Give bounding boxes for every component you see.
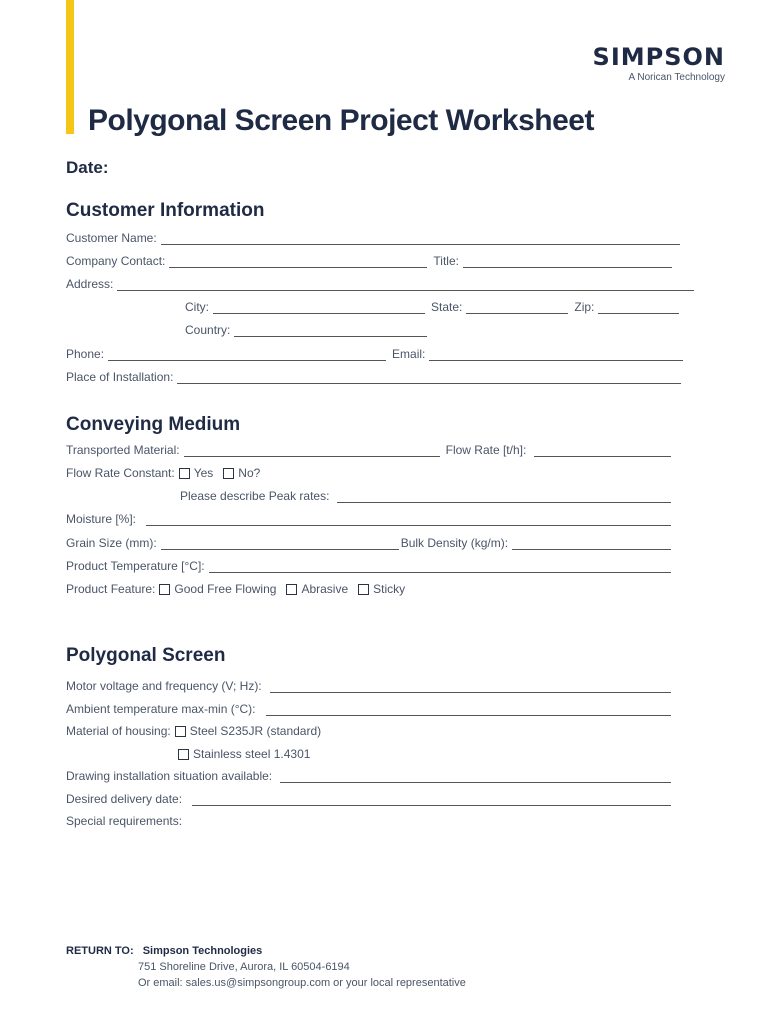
motor-row [66, 677, 671, 693]
delivery-label: Desired delivery date: [66, 792, 183, 806]
email-field[interactable] [429, 348, 683, 361]
bulk-density-label: Bulk Density (kg/m): [400, 536, 509, 550]
yes-checkbox[interactable] [179, 468, 190, 479]
page-title: Polygonal Screen Project Worksheet [88, 104, 594, 137]
product-temp-field[interactable] [209, 560, 671, 573]
city-state-zip-row [185, 298, 679, 314]
abrasive-checkbox[interactable] [286, 584, 297, 595]
customer-name-row [66, 229, 680, 245]
abrasive-label: Abrasive [301, 582, 349, 596]
transported-material-label: Transported Material: [66, 443, 180, 457]
zip-label: Zip: [574, 300, 595, 314]
moisture-row [66, 510, 671, 526]
city-field[interactable] [213, 301, 425, 314]
peak-rates-field[interactable] [337, 490, 671, 503]
drawing-field[interactable] [280, 770, 671, 783]
address-label: Address: [66, 277, 114, 291]
stainless-checkbox[interactable] [178, 749, 189, 760]
company-contact-row [66, 252, 672, 268]
material-flow-row [66, 441, 671, 457]
good-free-flowing-label: Good Free Flowing [174, 582, 277, 596]
company-contact-field[interactable] [169, 255, 427, 268]
logo-wordmark: SIMPSON [592, 43, 725, 71]
customer-name-label: Customer Name: [66, 231, 157, 245]
flow-constant-row [66, 464, 266, 480]
ambient-temp-label: Ambient temperature max-min (°C): [66, 702, 256, 716]
sticky-label: Sticky [373, 582, 406, 596]
phone-field[interactable] [108, 348, 386, 361]
place-installation-label: Place of Installation: [66, 370, 174, 384]
return-address: 751 Shoreline Drive, Aurora, IL 60504-6194 [138, 961, 350, 973]
grain-density-row [66, 534, 671, 550]
grain-size-label: Grain Size (mm): [66, 536, 157, 550]
product-feature-row [66, 580, 411, 596]
delivery-field[interactable] [192, 793, 671, 806]
moisture-field[interactable] [146, 513, 671, 526]
customer-name-field[interactable] [161, 232, 680, 245]
housing-row [66, 722, 327, 738]
motor-field[interactable] [270, 680, 671, 693]
sticky-checkbox[interactable] [358, 584, 369, 595]
no-label: No? [238, 466, 261, 480]
transported-material-field[interactable] [184, 444, 440, 457]
polygonal-screen-heading: Polygonal Screen [66, 645, 226, 666]
peak-rates-row [180, 487, 671, 503]
date-label: Date: [66, 158, 109, 177]
country-label: Country: [185, 323, 231, 337]
address-field[interactable] [117, 278, 694, 291]
ambient-temp-field[interactable] [266, 703, 671, 716]
drawing-label: Drawing installation situation available: [66, 769, 273, 783]
stainless-label: Stainless steel 1.4301 [193, 747, 311, 761]
grain-size-field[interactable] [161, 537, 399, 550]
conveying-medium-heading: Conveying Medium [66, 414, 241, 435]
email-label: Email: [392, 347, 426, 361]
housing-label: Material of housing: [66, 724, 171, 738]
flow-constant-label: Flow Rate Constant: [66, 466, 175, 480]
address-row [66, 275, 694, 291]
ambient-temp-row [66, 700, 671, 716]
special-req-label: Special requirements: [66, 814, 183, 828]
steel-checkbox[interactable] [175, 726, 186, 737]
special-req-row [66, 812, 182, 828]
yes-label: Yes [193, 466, 214, 480]
logo-tagline: A Norican Technology [628, 72, 725, 83]
company-contact-label: Company Contact: [66, 254, 166, 268]
flow-rate-label: Flow Rate [t/h]: [445, 443, 527, 457]
product-temp-label: Product Temperature [°C]: [66, 559, 205, 573]
no-checkbox[interactable] [223, 468, 234, 479]
peak-rates-label: Please describe Peak rates: [180, 489, 330, 503]
place-installation-field[interactable] [177, 371, 681, 384]
accent-bar [66, 0, 74, 134]
place-installation-row [66, 368, 681, 384]
return-company: Simpson Technologies [142, 945, 263, 957]
return-label: RETURN TO: [66, 945, 134, 957]
bulk-density-field[interactable] [512, 537, 671, 550]
flow-rate-field[interactable] [534, 444, 671, 457]
city-label: City: [185, 300, 209, 314]
customer-info-heading: Customer Information [66, 200, 265, 221]
good-free-flowing-checkbox[interactable] [159, 584, 170, 595]
simpson-logo [593, 44, 725, 83]
drawing-row [66, 767, 671, 783]
state-field[interactable] [466, 301, 568, 314]
moisture-label: Moisture [%]: [66, 512, 137, 526]
return-footer [66, 945, 466, 989]
phone-label: Phone: [66, 347, 105, 361]
country-row [185, 321, 427, 337]
steel-label: Steel S235JR (standard) [189, 724, 322, 738]
motor-label: Motor voltage and frequency (V; Hz): [66, 679, 262, 693]
stainless-row [174, 745, 316, 761]
delivery-row [66, 790, 671, 806]
title-label: Title: [433, 254, 459, 268]
title-field[interactable] [463, 255, 672, 268]
zip-field[interactable] [598, 301, 679, 314]
state-label: State: [431, 300, 463, 314]
product-feature-label: Product Feature: [66, 582, 156, 596]
return-email: Or email: sales.us@simpsongroup.com or your local representative [138, 977, 466, 989]
phone-email-row [66, 345, 683, 361]
country-field[interactable] [234, 324, 427, 337]
product-temp-row [66, 557, 671, 573]
